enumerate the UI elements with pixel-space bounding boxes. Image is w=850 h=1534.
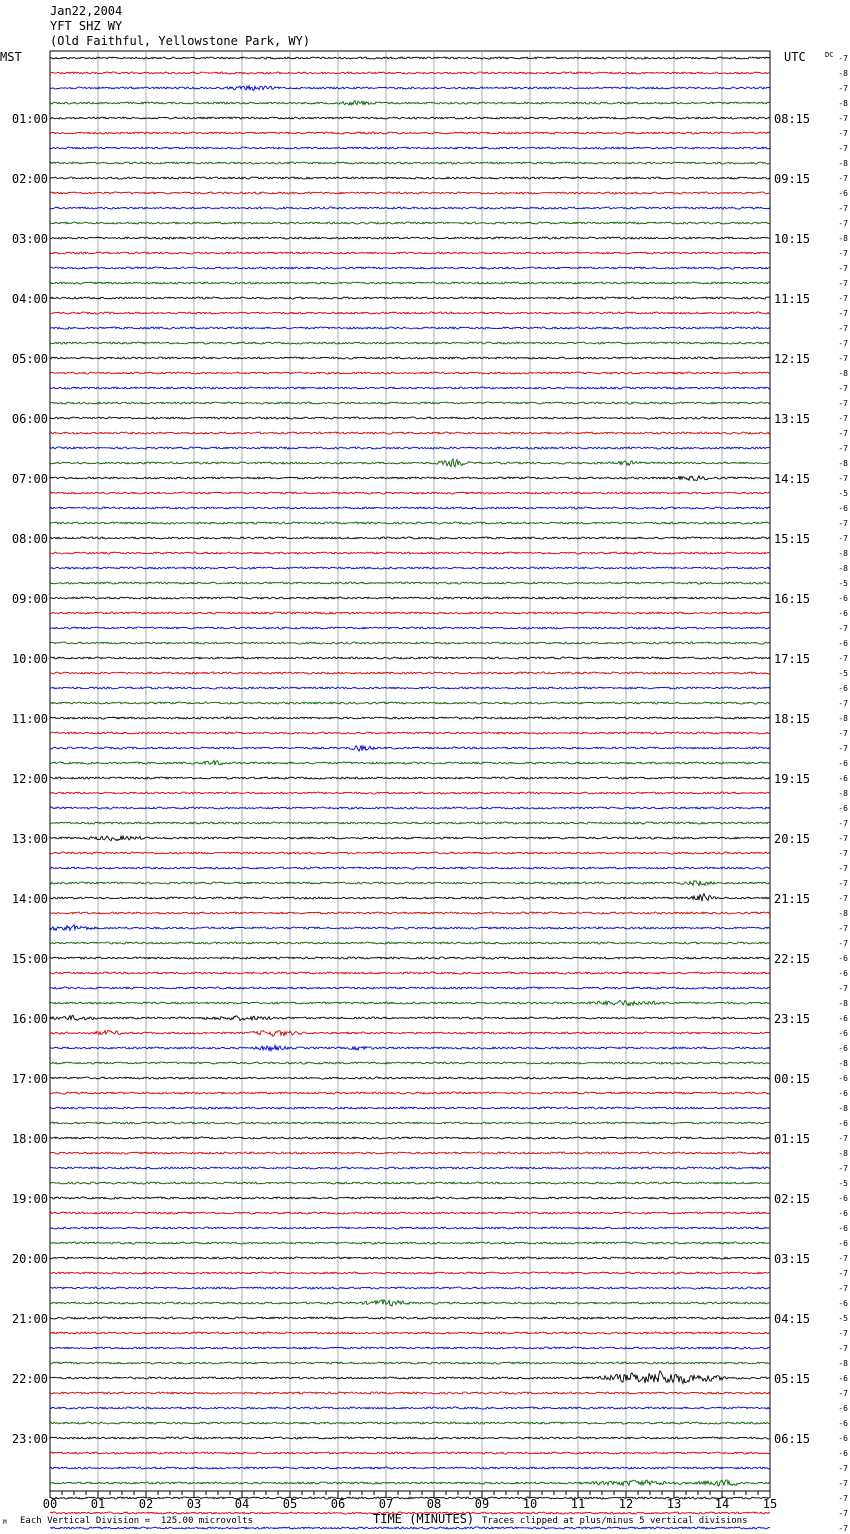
- x-tick-label: 01: [90, 1497, 106, 1511]
- trace-line: [50, 459, 770, 467]
- mst-hour-label: 18:00: [11, 1132, 48, 1146]
- trace-line: [50, 537, 770, 539]
- station-location: (Old Faithful, Yellowstone Park, WY): [50, 34, 311, 48]
- dc-offset-label: -6: [838, 639, 848, 648]
- dc-offset-label: -7: [838, 84, 848, 93]
- dc-offset-label: -8: [838, 459, 848, 468]
- mst-hour-label: 01:00: [11, 112, 48, 126]
- dc-offset-label: -8: [838, 549, 848, 558]
- dc-offset-label: -7: [838, 429, 848, 438]
- dc-offset-label: -6: [838, 1044, 848, 1053]
- dc-offset-label: -7: [838, 174, 848, 183]
- trace-line: [50, 867, 770, 869]
- trace-line: [50, 192, 770, 194]
- dc-offset-label: -7: [838, 939, 848, 948]
- dc-offset-label: -8: [838, 999, 848, 1008]
- dc-offset-label: -6: [838, 1029, 848, 1038]
- dc-offset-label: -7: [838, 384, 848, 393]
- dc-offset-label: -7: [838, 414, 848, 423]
- trace-line: [50, 447, 770, 449]
- trace-line: [50, 852, 770, 854]
- dc-offset-label: -8: [838, 369, 848, 378]
- mst-hour-label: 07:00: [11, 472, 48, 486]
- dc-offset-label: -7: [838, 144, 848, 153]
- mst-hour-label: 09:00: [11, 592, 48, 606]
- trace-line: [50, 1077, 770, 1079]
- dc-offset-label: -7: [838, 474, 848, 483]
- trace-line: [50, 1212, 770, 1214]
- dc-label: DC: [825, 51, 834, 59]
- mst-hour-label: 05:00: [11, 352, 48, 366]
- trace-line: [50, 267, 770, 269]
- utc-hour-label: 20:15: [774, 832, 811, 846]
- mst-hour-label: 16:00: [11, 1012, 48, 1026]
- trace-line: [50, 836, 770, 841]
- trace-line: [50, 552, 770, 554]
- dc-offset-label: -6: [838, 1419, 848, 1428]
- x-tick-label: 09: [474, 1497, 490, 1511]
- dc-offset-label: -7: [838, 114, 848, 123]
- dc-offset-label: -6: [838, 804, 848, 813]
- trace-line: [50, 1362, 770, 1364]
- dc-offset-label: -6: [838, 1074, 848, 1083]
- trace-line: [50, 1197, 770, 1199]
- plot-frame: [50, 51, 770, 1491]
- x-tick-label: 15: [762, 1497, 778, 1511]
- trace-line: [50, 1467, 770, 1469]
- mst-hour-label: 22:00: [11, 1372, 48, 1386]
- mst-hour-label: 06:00: [11, 412, 48, 426]
- dc-offset-label: -5: [838, 1314, 848, 1323]
- trace-line: [50, 207, 770, 209]
- mst-hour-label: 02:00: [11, 172, 48, 186]
- dc-offset-label: -7: [838, 1479, 848, 1488]
- dc-offset-label: -7: [838, 534, 848, 543]
- dc-offset-label: -7: [838, 279, 848, 288]
- x-tick-label: 04: [234, 1497, 250, 1511]
- trace-line: [50, 86, 770, 91]
- utc-hour-label: 15:15: [774, 532, 811, 546]
- trace-line: [50, 972, 770, 974]
- dc-offset-label: -7: [838, 699, 848, 708]
- trace-line: [50, 1122, 770, 1124]
- trace-line: [50, 627, 770, 629]
- trace-line: [50, 672, 770, 674]
- dc-offset-label: -5: [838, 579, 848, 588]
- hour-labels: [12, 54, 848, 1534]
- utc-hour-label: 16:15: [774, 592, 811, 606]
- utc-hour-label: 11:15: [774, 292, 811, 306]
- dc-offset-label: -6: [838, 1374, 848, 1383]
- x-tick-label: 08: [426, 1497, 442, 1511]
- trace-line: [50, 567, 770, 569]
- mst-hour-label: 23:00: [11, 1432, 48, 1446]
- utc-hour-label: 00:15: [774, 1072, 811, 1086]
- dc-offset-label: -6: [838, 1239, 848, 1248]
- dc-offset-label: -7: [838, 924, 848, 933]
- mst-hour-label: 14:00: [11, 892, 48, 906]
- trace-line: [50, 372, 770, 374]
- dc-offset-label: -6: [838, 1119, 848, 1128]
- dc-offset-label: -7: [838, 1254, 848, 1263]
- dc-offset-label: -7: [838, 324, 848, 333]
- utc-hour-label: 21:15: [774, 892, 811, 906]
- dc-offset-label: -8: [838, 1149, 848, 1158]
- trace-line: [50, 162, 770, 164]
- dc-offset-label: -6: [838, 774, 848, 783]
- mst-hour-label: 04:00: [11, 292, 48, 306]
- dc-offset-label: -7: [838, 204, 848, 213]
- utc-hour-label: 01:15: [774, 1132, 811, 1146]
- dc-offset-label: -7: [838, 894, 848, 903]
- dc-offset-label: -5: [838, 489, 848, 498]
- dc-offset-label: -6: [838, 759, 848, 768]
- mst-hour-label: 03:00: [11, 232, 48, 246]
- trace-line: [50, 1452, 770, 1454]
- trace-line: [50, 1392, 770, 1394]
- trace-line: [50, 822, 770, 824]
- dc-offset-label: -6: [838, 1449, 848, 1458]
- dc-offset-label: -8: [838, 1359, 848, 1368]
- trace-line: [50, 1182, 770, 1184]
- x-tick-label: 11: [570, 1497, 586, 1511]
- utc-hour-label: 02:15: [774, 1192, 811, 1206]
- utc-hour-label: 23:15: [774, 1012, 811, 1026]
- clip-note: Traces clipped at plus/minus 5 vertical divisions: [482, 1516, 748, 1526]
- trace-line: [50, 1045, 770, 1050]
- mst-hour-label: 15:00: [11, 952, 48, 966]
- dc-offset-label: -6: [838, 1194, 848, 1203]
- dc-offset-label: -6: [838, 189, 848, 198]
- utc-hour-label: 05:15: [774, 1372, 811, 1386]
- dc-offset-label: -8: [838, 714, 848, 723]
- trace-line: [50, 1152, 770, 1154]
- trace-line: [50, 582, 770, 584]
- dc-offset-label: -7: [838, 294, 848, 303]
- dc-offset-label: -6: [838, 1404, 848, 1413]
- x-tick-label: 12: [618, 1497, 634, 1511]
- trace-line: [50, 357, 770, 359]
- dc-offset-label: -6: [838, 609, 848, 618]
- trace-line: [50, 342, 770, 344]
- dc-offset-label: -8: [838, 234, 848, 243]
- trace-line: [50, 1272, 770, 1274]
- trace-line: [50, 1062, 770, 1064]
- dc-offset-label: -8: [838, 69, 848, 78]
- trace-line: [50, 417, 770, 419]
- trace-line: [50, 1332, 770, 1334]
- trace-line: [50, 1242, 770, 1244]
- trace-line: [50, 925, 770, 931]
- trace-line: [50, 177, 770, 179]
- trace-line: [50, 612, 770, 614]
- scale-note: Each Vertical Division = 125.00 microvolts: [20, 1516, 253, 1526]
- dc-offset-label: -7: [838, 1344, 848, 1353]
- trace-line: [50, 1167, 770, 1169]
- utc-hour-label: 10:15: [774, 232, 811, 246]
- dc-offset-label: -8: [838, 1059, 848, 1068]
- trace-line: [50, 1371, 770, 1383]
- trace-group: [50, 57, 770, 1534]
- x-tick-label: 00: [42, 1497, 58, 1511]
- trace-line: [50, 987, 770, 989]
- trace-line: [50, 1015, 770, 1020]
- utc-hour-label: 04:15: [774, 1312, 811, 1326]
- trace-line: [50, 327, 770, 329]
- trace-line: [50, 1300, 770, 1306]
- dc-offset-label: -6: [838, 954, 848, 963]
- trace-line: [50, 237, 770, 239]
- dc-offset-label: -7: [838, 309, 848, 318]
- utc-hour-label: 09:15: [774, 172, 811, 186]
- dc-offset-label: -7: [838, 729, 848, 738]
- dc-offset-label: -5: [838, 669, 848, 678]
- trace-line: [50, 745, 770, 751]
- dc-offset-label: -6: [838, 969, 848, 978]
- dc-offset-label: -8: [838, 1104, 848, 1113]
- dc-offset-label: -6: [838, 1089, 848, 1098]
- trace-line: [50, 522, 770, 524]
- dc-offset-label: -6: [838, 1224, 848, 1233]
- dc-offset-label: -7: [838, 864, 848, 873]
- mst-hour-label: 17:00: [11, 1072, 48, 1086]
- x-tick-label: 03: [186, 1497, 202, 1511]
- dc-offset-label: -6: [838, 1014, 848, 1023]
- x-tick-label: 13: [666, 1497, 682, 1511]
- dc-offset-label: -6: [838, 504, 848, 513]
- trace-line: [50, 792, 770, 794]
- trace-line: [50, 894, 770, 902]
- trace-line: [50, 642, 770, 644]
- trace-line: [50, 297, 770, 299]
- trace-line: [50, 1497, 770, 1499]
- trace-line: [50, 147, 770, 149]
- dc-offset-label: -8: [838, 159, 848, 168]
- dc-offset-label: -8: [838, 564, 848, 573]
- trace-line: [50, 717, 770, 719]
- dc-offset-label: -7: [838, 1509, 848, 1518]
- trace-line: [50, 777, 770, 779]
- corner-mark: M: [3, 1519, 7, 1526]
- mst-hour-label: 20:00: [11, 1252, 48, 1266]
- dc-offset-label: -7: [838, 354, 848, 363]
- left-timezone: MST: [0, 50, 22, 64]
- utc-hour-label: 13:15: [774, 412, 811, 426]
- trace-line: [50, 1480, 770, 1486]
- trace-line: [50, 732, 770, 734]
- utc-hour-label: 18:15: [774, 712, 811, 726]
- trace-line: [50, 101, 770, 105]
- time-axis: [43, 1491, 777, 1511]
- trace-line: [50, 1107, 770, 1109]
- trace-line: [50, 942, 770, 944]
- dc-offset-label: -7: [838, 819, 848, 828]
- trace-line: [50, 597, 770, 599]
- grid: [50, 51, 770, 1491]
- x-axis-title: TIME (MINUTES): [373, 1512, 475, 1526]
- utc-hour-label: 08:15: [774, 112, 811, 126]
- right-timezone: UTC: [784, 50, 806, 64]
- dc-offset-label: -7: [838, 1284, 848, 1293]
- x-tick-label: 02: [138, 1497, 154, 1511]
- station-code: YFT SHZ WY: [50, 19, 123, 33]
- mst-hour-label: 10:00: [11, 652, 48, 666]
- utc-hour-label: 12:15: [774, 352, 811, 366]
- trace-line: [50, 1437, 770, 1439]
- trace-line: [50, 912, 770, 914]
- chart-date: Jan22,2004: [50, 4, 123, 18]
- trace-line: [50, 1347, 770, 1349]
- dc-offset-label: -7: [838, 1464, 848, 1473]
- dc-offset-label: -5: [838, 1179, 848, 1188]
- trace-line: [50, 1000, 770, 1005]
- dc-offset-label: -8: [838, 99, 848, 108]
- trace-line: [50, 1227, 770, 1229]
- dc-offset-label: -7: [838, 654, 848, 663]
- trace-line: [50, 476, 770, 481]
- mst-hour-label: 21:00: [11, 1312, 48, 1326]
- x-tick-label: 10: [522, 1497, 538, 1511]
- dc-offset-label: -7: [838, 1524, 848, 1533]
- trace-line: [50, 507, 770, 509]
- dc-offset-label: -7: [838, 879, 848, 888]
- trace-line: [50, 702, 770, 704]
- dc-offset-label: -8: [838, 909, 848, 918]
- trace-line: [50, 492, 770, 494]
- trace-line: [50, 1092, 770, 1094]
- trace-line: [50, 760, 770, 765]
- utc-hour-label: 03:15: [774, 1252, 811, 1266]
- trace-line: [50, 1527, 770, 1529]
- trace-line: [50, 1317, 770, 1319]
- trace-line: [50, 252, 770, 254]
- dc-offset-label: -7: [838, 519, 848, 528]
- x-tick-label: 14: [714, 1497, 730, 1511]
- dc-offset-label: -7: [838, 624, 848, 633]
- dc-offset-label: -7: [838, 264, 848, 273]
- dc-offset-label: -8: [838, 789, 848, 798]
- trace-line: [50, 957, 770, 959]
- mst-hour-label: 13:00: [11, 832, 48, 846]
- dc-offset-label: -7: [838, 1134, 848, 1143]
- trace-line: [50, 117, 770, 119]
- utc-hour-label: 14:15: [774, 472, 811, 486]
- trace-line: [50, 657, 770, 659]
- dc-offset-label: -7: [838, 399, 848, 408]
- x-tick-label: 07: [378, 1497, 394, 1511]
- dc-offset-label: -7: [838, 984, 848, 993]
- dc-offset-label: -6: [838, 1434, 848, 1443]
- mst-hour-label: 08:00: [11, 532, 48, 546]
- trace-line: [50, 222, 770, 224]
- mst-hour-label: 19:00: [11, 1192, 48, 1206]
- mst-hour-label: 12:00: [11, 772, 48, 786]
- dc-offset-label: -7: [838, 1494, 848, 1503]
- trace-line: [50, 72, 770, 74]
- trace-line: [50, 387, 770, 389]
- trace-line: [50, 1407, 770, 1409]
- trace-line: [50, 807, 770, 809]
- x-tick-label: 05: [282, 1497, 298, 1511]
- dc-offset-label: -7: [838, 1389, 848, 1398]
- utc-hour-label: 06:15: [774, 1432, 811, 1446]
- trace-line: [50, 282, 770, 284]
- trace-line: [50, 1030, 770, 1036]
- dc-offset-label: -6: [838, 1209, 848, 1218]
- trace-line: [50, 432, 770, 434]
- dc-offset-label: -7: [838, 129, 848, 138]
- dc-offset-label: -7: [838, 54, 848, 63]
- trace-line: [50, 687, 770, 689]
- mst-hour-label: 11:00: [11, 712, 48, 726]
- trace-line: [50, 402, 770, 404]
- dc-offset-label: -7: [838, 1329, 848, 1338]
- dc-offset-label: -7: [838, 834, 848, 843]
- dc-offset-label: -7: [838, 444, 848, 453]
- dc-offset-label: -6: [838, 594, 848, 603]
- dc-offset-label: -7: [838, 249, 848, 258]
- dc-offset-label: -6: [838, 684, 848, 693]
- utc-hour-label: 22:15: [774, 952, 811, 966]
- trace-line: [50, 57, 770, 59]
- trace-line: [50, 1287, 770, 1289]
- trace-line: [50, 1137, 770, 1139]
- dc-offset-label: -7: [838, 219, 848, 228]
- trace-line: [50, 132, 770, 134]
- trace-line: [50, 1257, 770, 1259]
- dc-offset-label: -7: [838, 1164, 848, 1173]
- trace-line: [50, 881, 770, 886]
- x-tick-label: 06: [330, 1497, 346, 1511]
- dc-offset-label: -7: [838, 849, 848, 858]
- utc-hour-label: 17:15: [774, 652, 811, 666]
- dc-offset-label: -7: [838, 744, 848, 753]
- trace-line: [50, 312, 770, 314]
- dc-offset-label: -6: [838, 1299, 848, 1308]
- dc-offset-label: -7: [838, 1269, 848, 1278]
- trace-line: [50, 1422, 770, 1424]
- utc-hour-label: 19:15: [774, 772, 811, 786]
- dc-offset-label: -7: [838, 339, 848, 348]
